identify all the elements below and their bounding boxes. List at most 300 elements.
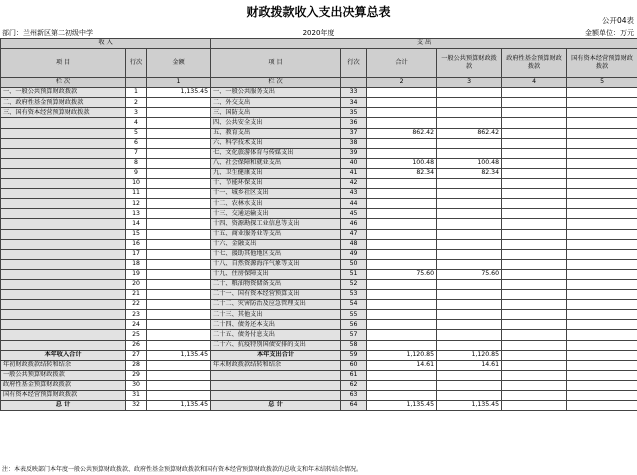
expense-total <box>367 189 437 199</box>
income-amount <box>147 118 211 128</box>
expense-row-number: 40 <box>341 158 367 168</box>
general-budget-amount <box>437 108 502 118</box>
expense-item: 二十、粮油物资储备支出 <box>211 279 341 289</box>
state-capital-amount <box>567 148 637 158</box>
table-row <box>1 290 637 300</box>
income-item: 三、国有资本经营预算财政拨款 <box>1 108 126 118</box>
fund-budget-amount <box>502 290 567 300</box>
income-amount <box>147 98 211 108</box>
expense-row-number: 48 <box>341 239 367 249</box>
state-capital-amount <box>567 340 637 350</box>
state-capital-amount <box>567 118 637 128</box>
income-amount <box>147 148 211 158</box>
table-row <box>1 128 637 138</box>
fund-budget-amount <box>502 108 567 118</box>
state-capital-amount <box>567 189 637 199</box>
state-capital-amount <box>567 360 637 370</box>
expense-total <box>367 370 437 380</box>
income-row-number: 20 <box>126 279 147 289</box>
income-item <box>1 158 126 168</box>
expense-section-header: 支 出 <box>211 39 637 49</box>
general-budget-amount <box>437 370 502 380</box>
state-capital-amount <box>567 320 637 330</box>
expense-total: 1,135.45 <box>367 401 437 411</box>
income-amount: 1,135.45 <box>147 88 211 98</box>
expense-index-5: 5 <box>567 78 637 88</box>
fund-budget-amount <box>502 259 567 269</box>
income-amount <box>147 391 211 401</box>
table-row <box>1 269 637 279</box>
fund-budget-amount <box>502 209 567 219</box>
expense-row-number: 35 <box>341 108 367 118</box>
income-row-number: 10 <box>126 179 147 189</box>
table-row <box>1 401 637 411</box>
state-capital-amount <box>567 279 637 289</box>
expense-index-label: 栏 次 <box>211 78 341 88</box>
income-row-number: 6 <box>126 138 147 148</box>
expense-total <box>367 249 437 259</box>
fund-budget-amount <box>502 138 567 148</box>
general-budget-amount <box>437 259 502 269</box>
table-row <box>1 219 637 229</box>
general-budget-amount <box>437 189 502 199</box>
general-budget-amount <box>437 391 502 401</box>
table-row <box>1 88 637 98</box>
table-row <box>1 179 637 189</box>
column-header-row <box>1 49 637 78</box>
expense-total <box>367 229 437 239</box>
fund-budget-amount <box>502 340 567 350</box>
income-item <box>1 300 126 310</box>
expense-row-number: 59 <box>341 350 367 360</box>
expense-row-number: 49 <box>341 249 367 259</box>
table-row <box>1 350 637 360</box>
state-capital-amount <box>567 269 637 279</box>
department-label: 部门：兰州新区第二初级中学 <box>2 29 93 37</box>
table-row <box>1 148 637 158</box>
expense-item: 十六、金融支出 <box>211 239 341 249</box>
expense-row-number: 64 <box>341 401 367 411</box>
income-amount <box>147 168 211 178</box>
expense-total <box>367 259 437 269</box>
income-row-number: 27 <box>126 350 147 360</box>
income-row-number: 5 <box>126 128 147 138</box>
expense-item: 二十六、抗疫特别国债安排的支出 <box>211 340 341 350</box>
fiscal-year: 2020年度 <box>302 29 335 37</box>
expense-item: 三、国防支出 <box>211 108 341 118</box>
expense-row-number: 50 <box>341 259 367 269</box>
expense-total: 100.48 <box>367 158 437 168</box>
expense-row-number: 33 <box>341 88 367 98</box>
income-row-number: 30 <box>126 380 147 390</box>
expense-item: 二、外交支出 <box>211 98 341 108</box>
section-header-row <box>1 39 637 49</box>
expense-row-number: 60 <box>341 360 367 370</box>
income-item: 二、政府性基金预算财政拨款 <box>1 98 126 108</box>
income-amount <box>147 189 211 199</box>
general-budget-amount: 14.61 <box>437 360 502 370</box>
expense-row-number: 61 <box>341 370 367 380</box>
expense-row-number: 55 <box>341 310 367 320</box>
budget-table <box>0 38 637 411</box>
expense-item: 十七、援助其他地区支出 <box>211 249 341 259</box>
fund-budget-amount <box>502 350 567 360</box>
general-budget-amount: 1,120.85 <box>437 350 502 360</box>
income-amount <box>147 229 211 239</box>
state-capital-amount <box>567 98 637 108</box>
income-row-number: 7 <box>126 148 147 158</box>
expense-row-number: 38 <box>341 138 367 148</box>
fund-budget-amount <box>502 269 567 279</box>
general-budget-amount: 100.48 <box>437 158 502 168</box>
report-meta <box>0 28 637 38</box>
income-item <box>1 239 126 249</box>
general-budget-amount <box>437 340 502 350</box>
income-row-number: 8 <box>126 158 147 168</box>
income-item <box>1 168 126 178</box>
table-row <box>1 340 637 350</box>
table-row <box>1 98 637 108</box>
general-budget-amount: 862.42 <box>437 128 502 138</box>
income-row-number: 17 <box>126 249 147 259</box>
income-row-number: 23 <box>126 310 147 320</box>
general-budget-amount <box>437 148 502 158</box>
expense-item: 十一、城乡社区支出 <box>211 189 341 199</box>
general-budget-amount <box>437 239 502 249</box>
income-item <box>1 189 126 199</box>
income-item <box>1 279 126 289</box>
general-budget-amount <box>437 219 502 229</box>
state-capital-amount <box>567 108 637 118</box>
state-capital-amount <box>567 138 637 148</box>
income-item <box>1 179 126 189</box>
expense-row-number: 41 <box>341 168 367 178</box>
table-row <box>1 360 637 370</box>
table-row <box>1 391 637 401</box>
general-budget-amount <box>437 229 502 239</box>
expense-item: 六、科学技术支出 <box>211 138 341 148</box>
general-budget-amount <box>437 138 502 148</box>
expense-item: 二十五、债务付息支出 <box>211 330 341 340</box>
expense-item: 二十三、其他支出 <box>211 310 341 320</box>
report-title: 财政拨款收入支出决算总表 <box>246 5 391 19</box>
expense-row-number: 39 <box>341 148 367 158</box>
expense-total <box>367 138 437 148</box>
expense-total: 1,120.85 <box>367 350 437 360</box>
income-row-number: 26 <box>126 340 147 350</box>
expense-item: 二十四、债务还本支出 <box>211 320 341 330</box>
state-capital-amount <box>567 88 637 98</box>
general-budget-header: 一般公共预算财政拨款 <box>437 49 502 78</box>
table-row <box>1 189 637 199</box>
table-row <box>1 279 637 289</box>
table-code: 公开04表 <box>601 16 634 25</box>
income-row-number: 18 <box>126 259 147 269</box>
income-row-number: 9 <box>126 168 147 178</box>
expense-total <box>367 88 437 98</box>
income-row-number: 16 <box>126 239 147 249</box>
income-amount <box>147 300 211 310</box>
general-budget-amount <box>437 249 502 259</box>
table-row <box>1 108 637 118</box>
income-amount <box>147 158 211 168</box>
expense-item: 一、一般公共服务支出 <box>211 88 341 98</box>
expense-item: 十九、住房保障支出 <box>211 269 341 279</box>
general-budget-amount: 82.34 <box>437 168 502 178</box>
income-amount <box>147 380 211 390</box>
state-capital-amount <box>567 300 637 310</box>
table-row <box>1 138 637 148</box>
income-section-header: 收 入 <box>1 39 211 49</box>
income-amount <box>147 239 211 249</box>
income-amount <box>147 330 211 340</box>
expense-index-4: 4 <box>502 78 567 88</box>
income-amount <box>147 320 211 330</box>
expense-row-number: 63 <box>341 391 367 401</box>
expense-total <box>367 320 437 330</box>
expense-row-number: 36 <box>341 118 367 128</box>
income-item: 本年收入合计 <box>1 350 126 360</box>
expense-index-3: 3 <box>437 78 502 88</box>
income-row-number: 14 <box>126 219 147 229</box>
state-capital-amount <box>567 239 637 249</box>
fund-budget-amount <box>502 249 567 259</box>
expense-total <box>367 239 437 249</box>
expense-row-number: 43 <box>341 189 367 199</box>
income-amount <box>147 128 211 138</box>
income-amount <box>147 279 211 289</box>
expense-item <box>211 370 341 380</box>
expense-item: 十三、交通运输支出 <box>211 209 341 219</box>
fund-budget-amount <box>502 380 567 390</box>
fund-budget-amount <box>502 310 567 320</box>
expense-item: 本年支出合计 <box>211 350 341 360</box>
income-amount <box>147 249 211 259</box>
income-item: 年初财政拨款结转和结余 <box>1 360 126 370</box>
footnote: 注：本表反映部门本年度一般公共预算财政拨款、政府性基金预算财政拨款和国有资本经营预算财政拨款的总收支和年末结转结余情况。 <box>2 466 363 473</box>
fund-budget-amount <box>502 391 567 401</box>
expense-row-number: 53 <box>341 290 367 300</box>
general-budget-amount <box>437 380 502 390</box>
income-item: 一、一般公共预算财政拨款 <box>1 88 126 98</box>
income-row-number: 3 <box>126 108 147 118</box>
expense-item: 年末财政拨款结转和结余 <box>211 360 341 370</box>
income-amount <box>147 108 211 118</box>
expense-item: 二十二、灾害防治及应急管理支出 <box>211 300 341 310</box>
fund-budget-header: 政府性基金预算财政拨款 <box>502 49 567 78</box>
general-budget-amount <box>437 88 502 98</box>
income-index-label: 栏 次 <box>1 78 126 88</box>
income-amount <box>147 310 211 320</box>
income-index-1: 1 <box>147 78 211 88</box>
fund-budget-amount <box>502 360 567 370</box>
total-header: 合计 <box>367 49 437 78</box>
income-item <box>1 340 126 350</box>
income-item <box>1 148 126 158</box>
state-capital-amount <box>567 350 637 360</box>
income-amount <box>147 360 211 370</box>
state-capital-header: 国有资本经营预算财政拨款 <box>567 49 637 78</box>
income-row-number: 31 <box>126 391 147 401</box>
fund-budget-amount <box>502 179 567 189</box>
expense-total <box>367 148 437 158</box>
state-capital-amount <box>567 401 637 411</box>
expense-item: 总 计 <box>211 401 341 411</box>
expense-item: 十八、自然资源海洋气象等支出 <box>211 259 341 269</box>
expense-row-number: 46 <box>341 219 367 229</box>
expense-total <box>367 118 437 128</box>
fund-budget-amount <box>502 320 567 330</box>
expense-row-number: 54 <box>341 300 367 310</box>
general-budget-amount <box>437 199 502 209</box>
state-capital-amount <box>567 219 637 229</box>
expense-row-number: 51 <box>341 269 367 279</box>
income-item: 一般公共预算财政拨款 <box>1 370 126 380</box>
state-capital-amount <box>567 229 637 239</box>
income-row-number: 2 <box>126 98 147 108</box>
table-row <box>1 118 637 128</box>
expense-item: 十四、资源勘探工业信息等支出 <box>211 219 341 229</box>
expense-index-blank <box>341 78 367 88</box>
income-item <box>1 320 126 330</box>
general-budget-amount: 75.60 <box>437 269 502 279</box>
expense-row-number: 42 <box>341 179 367 189</box>
expense-index-2: 2 <box>367 78 437 88</box>
fund-budget-amount <box>502 148 567 158</box>
fund-budget-amount <box>502 300 567 310</box>
income-amount <box>147 340 211 350</box>
expense-total <box>367 310 437 320</box>
expense-row-number: 58 <box>341 340 367 350</box>
fund-budget-amount <box>502 199 567 209</box>
table-row <box>1 370 637 380</box>
income-item <box>1 118 126 128</box>
expense-total <box>367 290 437 300</box>
column-index-row <box>1 78 637 88</box>
expense-total <box>367 98 437 108</box>
income-item <box>1 330 126 340</box>
general-budget-amount <box>437 320 502 330</box>
income-row-number: 32 <box>126 401 147 411</box>
table-row <box>1 229 637 239</box>
expense-total <box>367 380 437 390</box>
income-row-number: 28 <box>126 360 147 370</box>
income-row-number: 19 <box>126 269 147 279</box>
income-row-number: 15 <box>126 229 147 239</box>
general-budget-amount <box>437 118 502 128</box>
income-row-number: 1 <box>126 88 147 98</box>
expense-row-number: 34 <box>341 98 367 108</box>
expense-row-number: 62 <box>341 380 367 390</box>
expense-item: 七、文化旅游体育与传媒支出 <box>211 148 341 158</box>
general-budget-amount <box>437 209 502 219</box>
expense-total: 82.34 <box>367 168 437 178</box>
general-budget-amount <box>437 310 502 320</box>
expense-item: 四、公共安全支出 <box>211 118 341 128</box>
income-row-number: 21 <box>126 290 147 300</box>
expense-item: 二十一、国有资本经营预算支出 <box>211 290 341 300</box>
expense-total <box>367 391 437 401</box>
income-item <box>1 310 126 320</box>
expense-row-number: 45 <box>341 209 367 219</box>
income-item <box>1 269 126 279</box>
general-budget-amount: 1,135.45 <box>437 401 502 411</box>
expense-row-number: 47 <box>341 229 367 239</box>
income-amount <box>147 179 211 189</box>
expense-item: 九、卫生健康支出 <box>211 168 341 178</box>
expense-row-header: 行次 <box>341 49 367 78</box>
table-row <box>1 249 637 259</box>
income-amount: 1,135.45 <box>147 401 211 411</box>
income-row-number: 12 <box>126 199 147 209</box>
table-row <box>1 199 637 209</box>
income-item <box>1 128 126 138</box>
expense-total: 75.60 <box>367 269 437 279</box>
income-row-number: 22 <box>126 300 147 310</box>
table-row <box>1 300 637 310</box>
income-row-number: 11 <box>126 189 147 199</box>
state-capital-amount <box>567 259 637 269</box>
expense-total <box>367 179 437 189</box>
fund-budget-amount <box>502 88 567 98</box>
table-row <box>1 158 637 168</box>
income-row-number: 29 <box>126 370 147 380</box>
state-capital-amount <box>567 310 637 320</box>
table-row <box>1 320 637 330</box>
expense-item <box>211 380 341 390</box>
income-item: 政府性基金预算财政拨款 <box>1 380 126 390</box>
income-amount: 1,135.45 <box>147 350 211 360</box>
expense-total: 14.61 <box>367 360 437 370</box>
fund-budget-amount <box>502 189 567 199</box>
income-row-number: 13 <box>126 209 147 219</box>
expense-item <box>211 391 341 401</box>
state-capital-amount <box>567 380 637 390</box>
table-row <box>1 259 637 269</box>
state-capital-amount <box>567 330 637 340</box>
expense-row-number: 37 <box>341 128 367 138</box>
expense-total: 862.42 <box>367 128 437 138</box>
expense-item: 十五、商业服务业等支出 <box>211 229 341 239</box>
expense-total <box>367 108 437 118</box>
income-item: 总 计 <box>1 401 126 411</box>
general-budget-amount <box>437 279 502 289</box>
fund-budget-amount <box>502 229 567 239</box>
expense-total <box>367 300 437 310</box>
general-budget-amount <box>437 290 502 300</box>
income-index-blank <box>126 78 147 88</box>
fund-budget-amount <box>502 158 567 168</box>
expense-total <box>367 340 437 350</box>
income-row-number: 24 <box>126 320 147 330</box>
expense-item: 十二、农林水支出 <box>211 199 341 209</box>
table-row <box>1 168 637 178</box>
income-item <box>1 290 126 300</box>
unit-label: 金额单位：万元 <box>585 29 634 37</box>
income-item <box>1 209 126 219</box>
income-row-number: 4 <box>126 118 147 128</box>
fund-budget-amount <box>502 219 567 229</box>
table-row <box>1 239 637 249</box>
expense-total <box>367 219 437 229</box>
income-amount-header: 金额 <box>147 49 211 78</box>
state-capital-amount <box>567 290 637 300</box>
income-amount <box>147 219 211 229</box>
table-row <box>1 330 637 340</box>
expense-item: 八、社会保障和就业支出 <box>211 158 341 168</box>
income-amount <box>147 269 211 279</box>
expense-total <box>367 279 437 289</box>
